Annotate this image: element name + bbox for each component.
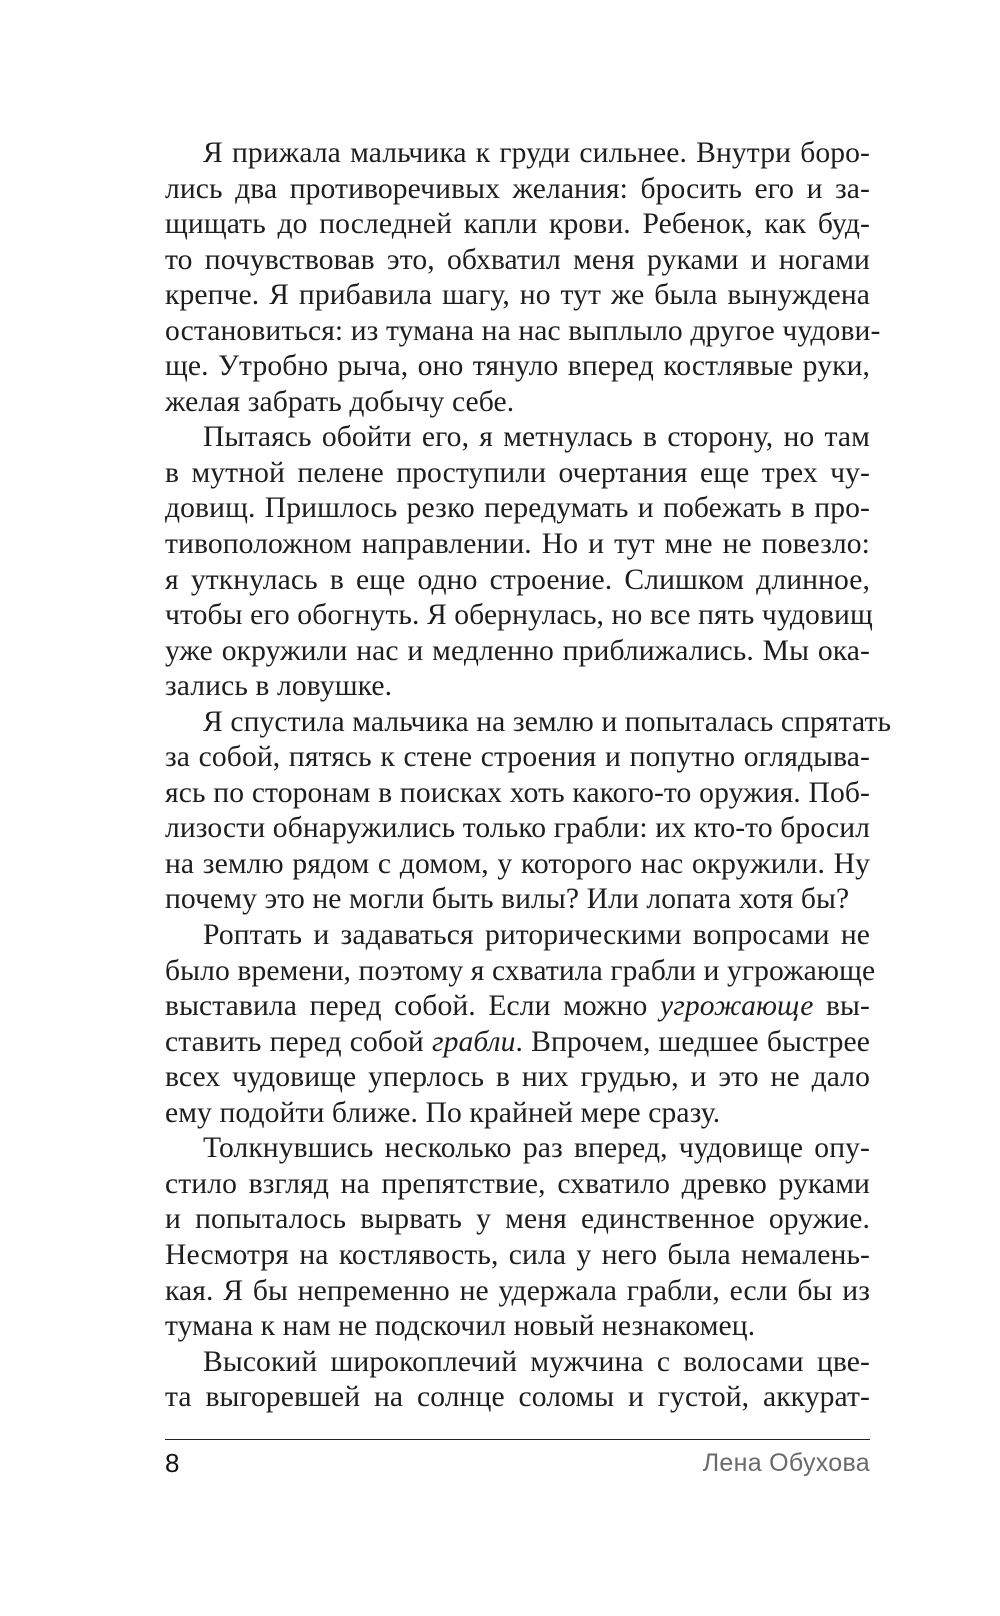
text-line: ще. Утробно рыча, оно тянуло вперед костлявые руки, <box>165 350 870 383</box>
text-line: почему это не могли быть вилы? Или лопата хотя бы? <box>165 883 850 916</box>
text-line <box>165 1025 870 1061</box>
text-line: стило взгляд на препятствие, схватило древко руками <box>165 1167 870 1200</box>
text-line: было времени, поэтому я схватила грабли и угрожающе <box>165 954 876 987</box>
text-run: . Впрочем, шедшее быстрее <box>515 1025 870 1058</box>
text-line: та выгоревшей на солнце соломы и густой, аккурат- <box>165 1381 870 1414</box>
text-line: щищать до последней капли крови. Ребенок, как буд- <box>165 208 870 241</box>
text-line: Высокий широкоплечий мужчина с волосами цве- <box>203 1345 870 1378</box>
text-line: Роптать и задаваться риторическими вопросами не <box>203 919 870 952</box>
running-head-author: Лена Обухова <box>702 1449 870 1477</box>
text-line: крепче. Я прибавила шагу, но тут же была вынуждена <box>165 279 870 312</box>
text-line: довищ. Пришлось резко передумать и побежать в про- <box>165 492 870 525</box>
text-line: Пытаясь обойти его, я метнулась в сторону, но там <box>203 421 870 454</box>
page-number: 8 <box>165 1448 180 1478</box>
text-line: остановиться: из тумана на нас выплыло другое чудови- <box>165 314 881 347</box>
footer-divider <box>165 1439 870 1440</box>
text-run: ставить перед собой <box>165 1025 432 1058</box>
text-line: тумана к нам не подскочил новый незнакомец. <box>165 1310 756 1343</box>
text-run: вы- <box>813 990 870 1023</box>
text-line: желая забрать добычу себе. <box>165 385 515 418</box>
text-line: Я спустила мальчика на землю и попыталась спрятать <box>203 705 892 738</box>
text-line: ясь по сторонам в поисках хоть какого-то оружия. Поб- <box>165 776 870 809</box>
text-line <box>165 989 870 1025</box>
text-line: то почувствовав это, обхватил меня руками и ногами <box>165 243 870 276</box>
text-line: и попыталось вырвать у меня единственное оружие. <box>165 1203 870 1236</box>
text-line: уже окружили нас и медленно приближались. Мы ока- <box>165 634 870 667</box>
text-line: кая. Я бы непременно не удержала грабли, если бы из <box>165 1274 870 1307</box>
text-line: ему подойти ближе. По крайней мере сразу. <box>165 1096 721 1129</box>
italic-emphasis: угрожающе <box>660 990 814 1023</box>
body-text <box>165 136 892 1416</box>
text-line: лись два противоречивых желания: бросить его и за- <box>165 172 870 205</box>
text-line: Я прижала мальчика к груди сильнее. Внутри боро- <box>203 137 870 169</box>
text-line: я уткнулась в еще одно строение. Слишком длинное, <box>165 563 870 596</box>
text-line: всех чудовище уперлось в них грудью, и это не дало <box>165 1061 870 1094</box>
text-line: чтобы его обогнуть. Я обернулась, но все пять чудовищ <box>165 599 873 632</box>
text-line: зались в ловушке. <box>165 670 393 703</box>
text-line: в мутной пелене проступили очертания еще трех чу- <box>165 456 870 489</box>
text-run: выставила перед собой. Если можно <box>165 990 660 1023</box>
text-line: лизости обнаружились только грабли: их кто-то бросил <box>165 812 870 845</box>
text-line: Несмотря на костлявость, сила у него была немалень- <box>165 1238 870 1271</box>
text-line: Толкнувшись несколько раз вперед, чудовище опу- <box>203 1132 870 1165</box>
text-line: тивоположном направлении. Но и тут мне не повезло: <box>165 528 870 561</box>
italic-emphasis: грабли <box>431 1025 516 1058</box>
text-line: за собой, пятясь к стене строения и попутно оглядыва- <box>165 741 870 774</box>
text-line: на землю рядом с домом, у которого нас окружили. Ну <box>165 847 870 880</box>
